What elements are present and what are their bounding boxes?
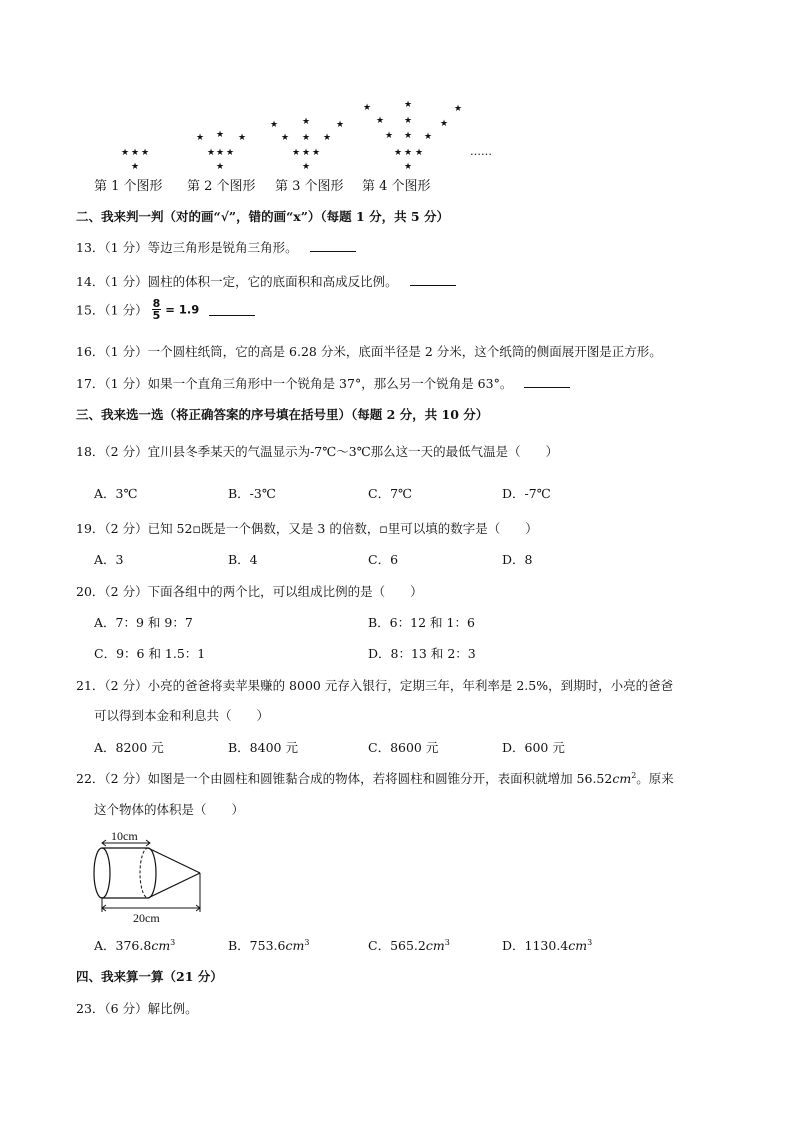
question-20: 20．（2 分）下面各组中的两个比，可以组成比例的是（ ） [76, 584, 423, 599]
star-icon: ★ [238, 133, 247, 143]
q22-c-exp: 3 [444, 937, 450, 947]
q22-b-label: B．753.6 [228, 938, 286, 953]
star-icon: ★ [141, 148, 150, 158]
bottom-dimension-label: 20cm [133, 911, 160, 925]
q22-a-label: A．376.8 [94, 938, 152, 953]
q18-option-b[interactable]: B．-3℃ [228, 486, 276, 501]
star-icon: ★ [121, 148, 130, 158]
answer-blank-15[interactable] [209, 303, 255, 316]
q21-option-a[interactable]: A．8200 元 [94, 740, 164, 755]
question-16: 16．（1 分）一个圆柱纸筒，它的高是 6.28 分米，底面半径是 2 分米，这个纸筒的侧面展开图是正方形。 [76, 344, 662, 359]
star-icon: ★ [404, 148, 413, 158]
question-15-rest: = 1.9 [165, 302, 200, 317]
q22-d-label: D．1130.4 [502, 938, 569, 953]
q22-b-exp: 3 [304, 937, 310, 947]
star-icon: ★ [302, 133, 311, 143]
q22-option-d[interactable] [502, 936, 592, 954]
q22-option-b[interactable] [228, 936, 309, 954]
star-icon: ★ [281, 133, 290, 143]
section-4-title: 四、我来算一算（21 分） [76, 969, 223, 984]
question-17 [76, 374, 570, 392]
star-icon: ★ [376, 116, 385, 126]
star-icon: ★ [424, 132, 433, 142]
star-icon: ★ [404, 116, 413, 126]
figure-label-2: 第 2 个图形 [187, 179, 256, 194]
section-3-title: 三、我来选一选（将正确答案的序号填在括号里）（每题 2 分，共 10 分） [76, 407, 489, 422]
question-15-prefix: 15．（1 分） [76, 302, 148, 318]
star-icon: ★ [404, 131, 413, 141]
question-15 [76, 298, 255, 321]
question-13 [76, 238, 356, 256]
q19-option-c[interactable]: C．6 [368, 552, 399, 567]
star-icon: ★ [302, 162, 311, 172]
star-icon: ★ [363, 103, 372, 113]
star-icon: ★ [336, 120, 345, 130]
star-icon: ★ [302, 148, 311, 158]
fraction-numerator: 8 [152, 297, 161, 310]
section-2-title: 二、我来判一判（对的画“√”，错的画“x”）（每题 1 分，共 5 分） [76, 209, 449, 224]
star-icon: ★ [323, 133, 332, 143]
question-14-text: 14．（1 分）圆柱的体积一定，它的底面积和高成反比例。 [76, 274, 398, 289]
q22-a-exp: 3 [170, 937, 176, 947]
answer-blank-17[interactable] [524, 375, 570, 388]
q20-option-d[interactable]: D．8：13 和 2：3 [368, 646, 476, 661]
answer-blank-14[interactable] [410, 273, 456, 286]
star-icon: ★ [302, 117, 311, 127]
q19-option-a[interactable]: A．3 [94, 552, 124, 567]
q22-line1-text: 22．（2 分）如图是一个由圆柱和圆锥黏合成的物体，若将圆柱和圆锥分开，表面积就增加 56.52 [76, 771, 613, 786]
star-icon: ★ [131, 162, 140, 172]
figure-label-4: 第 4 个图形 [362, 179, 431, 194]
star-icon: ★ [415, 148, 424, 158]
fraction-denominator: 5 [152, 309, 161, 322]
q18-option-a[interactable]: A．3℃ [94, 486, 138, 501]
q22-c-label: C．565.2 [368, 938, 426, 953]
fraction-8-5 [152, 298, 162, 321]
star-icon: ★ [292, 148, 301, 158]
q20-option-a[interactable]: A．7：9 和 9：7 [94, 615, 193, 630]
star-icon: ★ [404, 162, 413, 172]
q22-option-c[interactable] [368, 936, 450, 954]
question-14 [76, 272, 456, 290]
star-icon: ★ [404, 100, 413, 110]
figure-label-3: 第 3 个图形 [275, 179, 344, 194]
question-22-line-2: 这个物体的体积是（ ） [94, 802, 245, 817]
question-23: 23．（6 分）解比例。 [76, 1001, 198, 1016]
q20-option-c[interactable]: C．9：6 和 1.5：1 [94, 646, 206, 661]
q18-option-d[interactable]: D．-7℃ [502, 486, 551, 501]
q22-unit-exp: 2 [631, 770, 637, 780]
q22-option-a[interactable] [94, 936, 175, 954]
star-icon: ★ [226, 148, 235, 158]
q22-unit: cm [612, 771, 632, 786]
top-dimension-label: 10cm [111, 829, 138, 843]
q21-option-d[interactable]: D．600 元 [502, 740, 565, 755]
q18-option-c[interactable]: C．7℃ [368, 486, 413, 501]
q19-option-d[interactable]: D．8 [502, 552, 533, 567]
star-icon: ★ [196, 133, 205, 143]
star-icon: ★ [394, 148, 403, 158]
star-icon: ★ [216, 148, 225, 158]
q22-b-unit: cm [285, 938, 305, 953]
cylinder-cone-figure [88, 826, 213, 926]
figure-ellipsis: …… [470, 145, 492, 158]
q22-a-unit: cm [151, 938, 171, 953]
question-17-text: 17．（1 分）如果一个直角三角形中一个锐角是 37°，那么另一个锐角是 63°。 [76, 376, 513, 391]
question-18: 18．（2 分）宜川县冬季某天的气温显示为-7℃～3℃那么这一天的最低气温是（ ） [76, 444, 559, 459]
q21-option-c[interactable]: C．8600 元 [368, 740, 439, 755]
q19-option-b[interactable]: B．4 [228, 552, 258, 567]
question-13-text: 13．（1 分）等边三角形是锐角三角形。 [76, 240, 298, 255]
q22-c-unit: cm [425, 938, 445, 953]
star-icon: ★ [312, 148, 321, 158]
star-icon: ★ [216, 130, 225, 140]
star-icon: ★ [207, 148, 216, 158]
star-icon: ★ [385, 131, 394, 141]
q20-option-b[interactable]: B．6：12 和 1：6 [368, 615, 475, 630]
star-icon: ★ [270, 120, 279, 130]
q22-line1-tail: 。原来 [636, 771, 674, 786]
question-19: 19．（2 分）已知 52▫既是一个偶数，又是 3 的倍数，▫里可以填的数字是（ ） [76, 521, 538, 536]
q22-d-unit: cm [568, 938, 588, 953]
star-figures [0, 0, 794, 200]
q21-option-b[interactable]: B．8400 元 [228, 740, 298, 755]
star-icon: ★ [131, 148, 140, 158]
q22-d-exp: 3 [587, 937, 593, 947]
star-icon: ★ [440, 119, 449, 129]
figure-label-1: 第 1 个图形 [94, 179, 163, 194]
answer-blank-13[interactable] [310, 239, 356, 252]
question-21-line-1: 21．（2 分）小亮的爸爸将卖苹果赚的 8000 元存入银行，定期三年，年利率是 2.5%，到期时，小亮的爸爸 [76, 678, 674, 693]
star-icon: ★ [454, 104, 463, 114]
question-21-line-2: 可以得到本金和利息共（ ） [94, 708, 270, 723]
star-icon: ★ [216, 162, 225, 172]
question-22-line-1 [76, 769, 674, 787]
